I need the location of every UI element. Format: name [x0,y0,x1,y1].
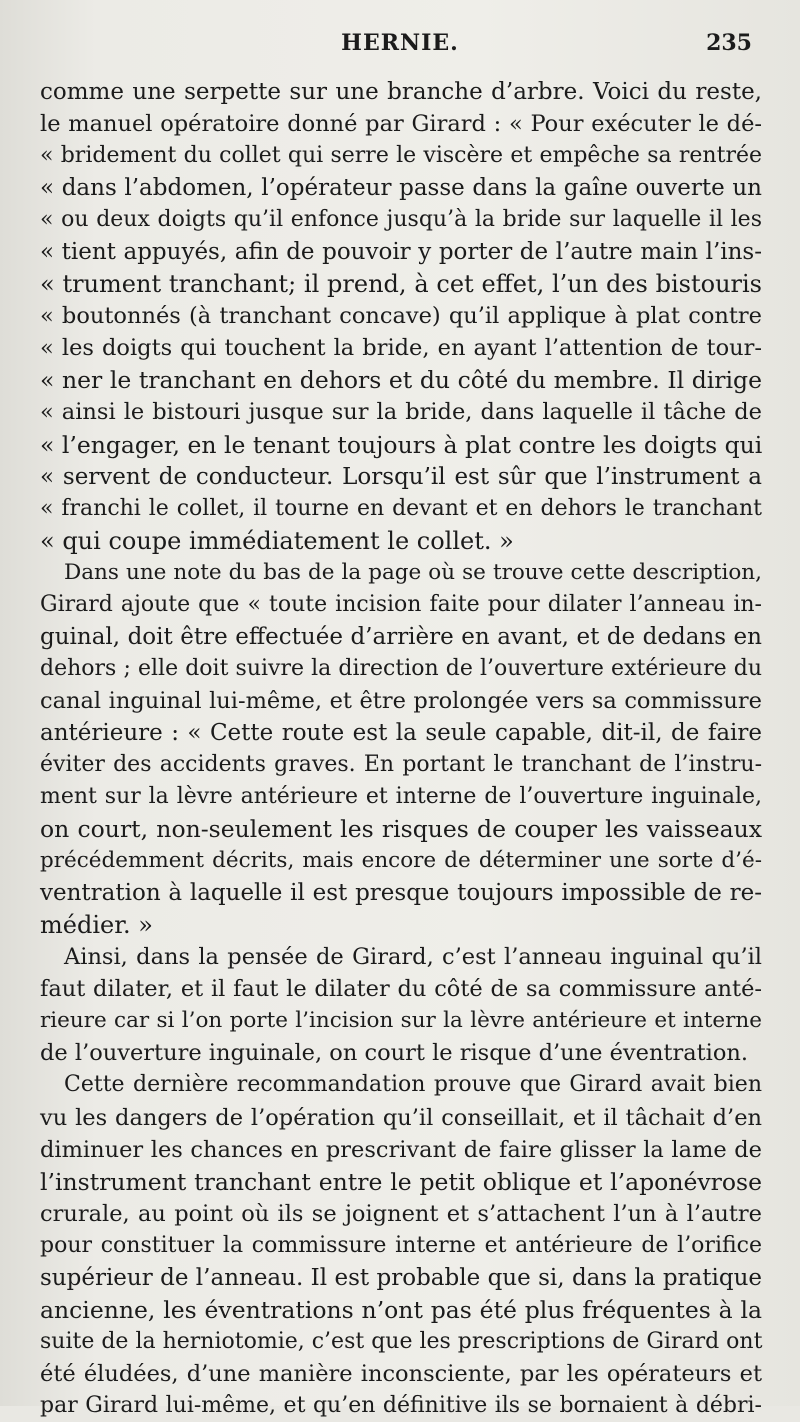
body-text [40,76,762,1422]
text-line: antérieure : « Cette route est la seule capable, dit-il, de faire [40,719,762,746]
text-line: « tient appuyés, afin de pouvoir y porter de l’autre main l’ins- [40,239,762,266]
text-line: guinal, doit être effectuée d’arrière en avant, et de dedans en [40,623,762,650]
text-line: Girard ajoute que « toute incision faite pour dilater l’anneau in- [40,591,762,617]
text-line: éviter des accidents graves. En portant le tranchant de l’instru- [40,751,762,777]
text-line: diminuer les chances en prescrivant de faire glisser la lame de [40,1136,762,1163]
text-line: comme une serpette sur une branche d’arbre. Voici du reste, [40,79,762,105]
text-line: crurale, au point où ils se joignent et s’attachent l’un à l’autre [40,1200,762,1227]
text-line: précédemment décrits, mais encore de déterminer une sorte d’é- [40,848,762,874]
text-line: « trument tranchant; il prend, à cet effet, l’un des bistouris [40,270,762,299]
text-line: Ainsi, dans la pensée de Girard, c’est l’anneau inguinal qu’il [64,944,762,971]
text-line: suite de la herniotomie, c’est que les prescriptions de Girard ont [40,1328,763,1354]
text-line: été éludées, d’une manière inconsciente, par les opérateurs et [40,1360,762,1387]
text-line: rieure car si l’on porte l’incision sur la lèvre antérieure et interne [40,1008,762,1034]
text-line: de l’ouverture inguinale, on court le risque d’une éventration. [40,1040,749,1067]
text-line: Dans une note du bas de la page où se trouve cette description, [64,559,762,585]
text-line: médier. » [40,911,153,940]
text-line: pour constituer la commissure interne et antérieure de l’orifice [40,1232,762,1258]
text-line: « qui coupe immédiatement le collet. » [40,526,514,555]
text-line: « ainsi le bistouri jusque sur la bride, dans laquelle il tâche de [40,399,762,426]
text-line: Cette dernière recommandation prouve que Girard avait bien [64,1072,762,1098]
text-line: « franchi le collet, il tourne en devant et en dehors le tranchant [40,495,762,521]
text-line: ancienne, les éventrations n’ont pas été plus fréquentes à la [40,1295,762,1324]
text-line: « l’engager, en le tenant toujours à plat contre les doigts qui [40,430,763,459]
text-line: « bridement du collet qui serre le viscère et empêche sa rentrée [40,143,762,169]
text-line: ment sur la lèvre antérieure et interne de l’ouverture inguinale, [40,784,762,810]
text-line: « servent de conducteur. Lorsqu’il est sûr que l’instrument a [40,463,762,490]
text-line: « dans l’abdomen, l’opérateur passe dans la gaîne ouverte un [40,175,762,202]
text-line: « les doigts qui touchent la bride, en ayant l’attention de tour- [40,335,762,362]
text-line: par Girard lui-même, et qu’en définitive ils se bornaient à débri- [40,1392,762,1418]
running-title: HERNIE. [341,30,459,56]
text-line: dehors ; elle doit suivre la direction de l’ouverture extérieure du [40,655,762,681]
text-line: supérieur de l’anneau. Il est probable que si, dans la pratique [40,1264,762,1291]
page-header [0,30,800,64]
text-line: le manuel opératoire donné par Girard : « Pour exécuter le dé- [40,111,762,138]
text-line: l’instrument tranchant entre le petit oblique et l’aponévrose [40,1167,762,1196]
text-line: vu les dangers de l’opération qu’il conseillait, et il tâchait d’en [40,1104,762,1131]
text-line: on court, non-seulement les risques de couper les vaisseaux [40,815,762,844]
text-line: canal inguinal lui-même, et être prolongée vers sa commissure [40,687,762,714]
text-line: « ner le tranchant en dehors et du côté du membre. Il dirige [40,366,762,395]
text-line: « boutonnés (à tranchant concave) qu’il applique à plat contre [40,303,762,330]
text-line: faut dilater, et il faut le dilater du côté de sa commissure anté- [40,976,762,1003]
page-number: 235 [706,30,752,56]
text-line: « ou deux doigts qu’il enfonce jusqu’à la bride sur laquelle il les [40,207,762,233]
text-line: ventration à laquelle il est presque toujours impossible de re- [40,880,762,907]
